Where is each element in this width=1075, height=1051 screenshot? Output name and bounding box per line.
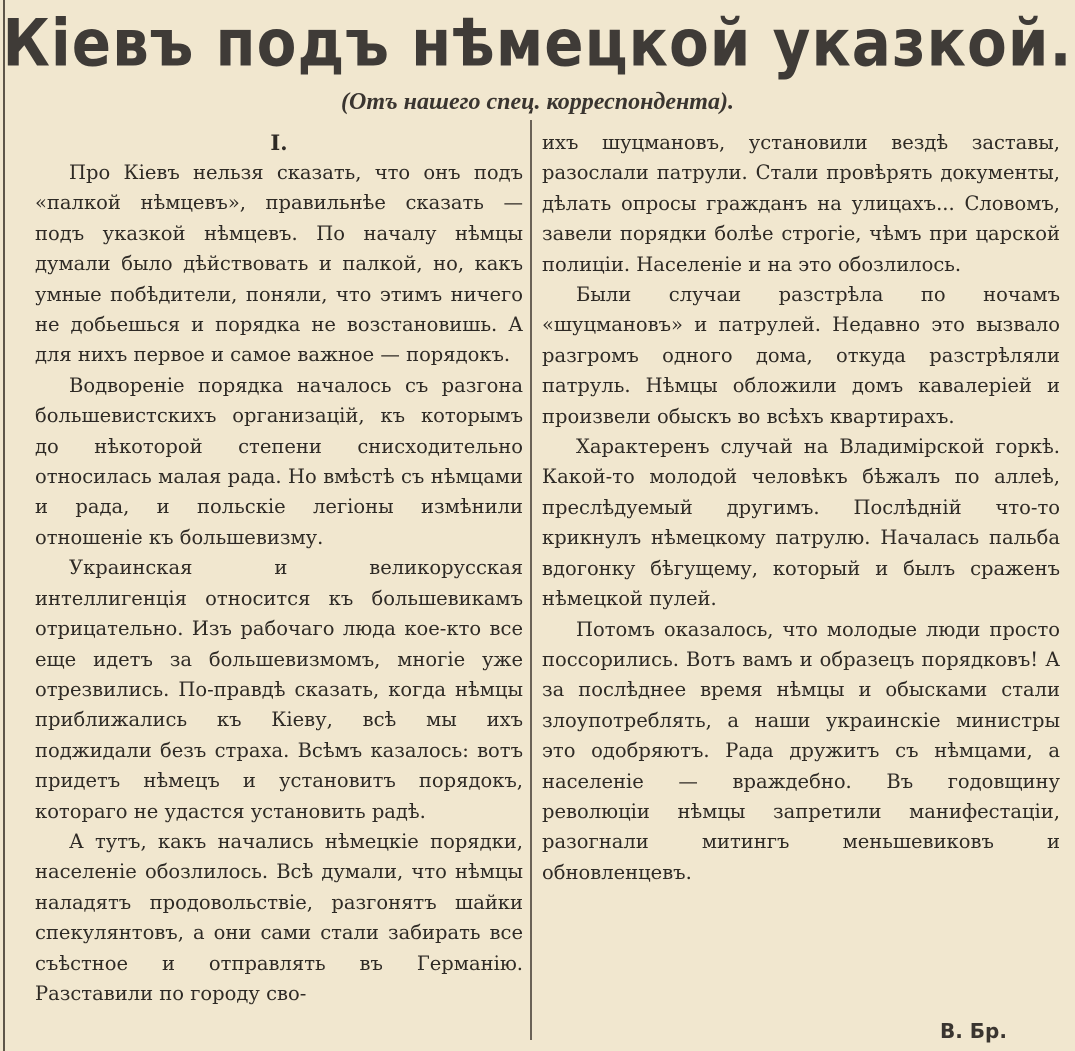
paragraph: Были случаи разстрѣла по ночамъ «шуцмановъ» и патрулей. Недавно это вызвало разгромъ одного дома, откуда разстрѣляли патруль. Нѣмцы обложили домъ кавалерiей и произвели обыскъ во всѣхъ квартирахъ. <box>542 283 1060 428</box>
paragraph: Украинская и великорусская интеллигенцiя относится къ большевикамъ отрицательно. Изъ рабочаго люда кое-кто все еще идетъ за большевизмомъ, многiе уже отрезвились. По-правдѣ сказать, когда нѣмцы приближались къ Кiеву, всѣ мы ихъ поджидали безъ страха. Всѣмъ казалось: вотъ придетъ нѣмецъ и установитъ порядокъ, котораго не удастся установить радѣ. <box>35 556 523 823</box>
page-edge-rule <box>3 0 5 1051</box>
headline: Кiевъ подъ нѣмецкой указкой. <box>2 4 1073 82</box>
paragraph: ихъ шуцмановъ, установили вездѣ заставы, разослали патрули. Стали провѣрять документы, дѣлать опросы гражданъ на улицахъ... Словомъ, завели порядки болѣе строгiе, чѣмъ при царской полицiи. Населенiе и на это обозлилось. <box>542 131 1060 276</box>
paragraph: Водворенiе порядка началось съ разгона большевистскихъ организацiй, къ которымъ до нѣкоторой степени снисходительно относилась малая рада. Но вмѣстѣ съ нѣмцами и рада, и польскiе легiоны измѣнили отношенiе къ большевизму. <box>35 373 523 549</box>
paragraph: Потомъ оказалось, что молодые люди просто поссорились. Вотъ вамъ и образецъ порядковъ! А за послѣднее время нѣмцы и обысками стали злоупотреблять, а наши украинскiе министры это одобряютъ. Рада дружитъ съ нѣмцами, а населенiе — враждебно. Въ годовщину революцiи нѣмцы запретили манифестацiи, разогнали митингъ меньшевиковъ и обновленцевъ. <box>542 617 1060 884</box>
left-column <box>35 128 523 1009</box>
right-column <box>542 128 1060 888</box>
paragraph: А тутъ, какъ начались нѣмецкiе порядки, населенiе обозлилось. Всѣ думали, что нѣмцы наладятъ продовольствiе, разгонятъ шайки спекулянтовъ, а они сами стали забирать все съѣстное и отправлять въ Германiю. Разставили по городу сво- <box>35 829 523 1005</box>
subtitle: (Отъ нашего спец. корреспондента). <box>341 89 734 115</box>
paragraph: Характеренъ случай на Владимiрской горкѣ. Какой-то молодой человѣкъ бѣжалъ по аллеѣ, преслѣдуемый другимъ. Послѣднiй что-то крикнулъ нѣмецкому патрулю. Началась пальба вдогонку бѣгущему, который и былъ сраженъ нѣмецкой пулей. <box>542 435 1060 611</box>
column-divider <box>530 120 532 1040</box>
section-number: I. <box>270 130 288 155</box>
paragraph: Про Кiевъ нельзя сказать, что онъ подъ «палкой нѣмцевъ», правильнѣе сказать — подъ указкой нѣмцевъ. По началу нѣмцы думали было дѣйствовать и палкой, но, какъ умные побѣдители, поняли, что этимъ ничего не добьешься и порядка не возстановишь. А для нихъ первое и самое важное — порядокъ. <box>35 161 523 367</box>
author-signature: В. Бр. <box>940 1019 1007 1043</box>
